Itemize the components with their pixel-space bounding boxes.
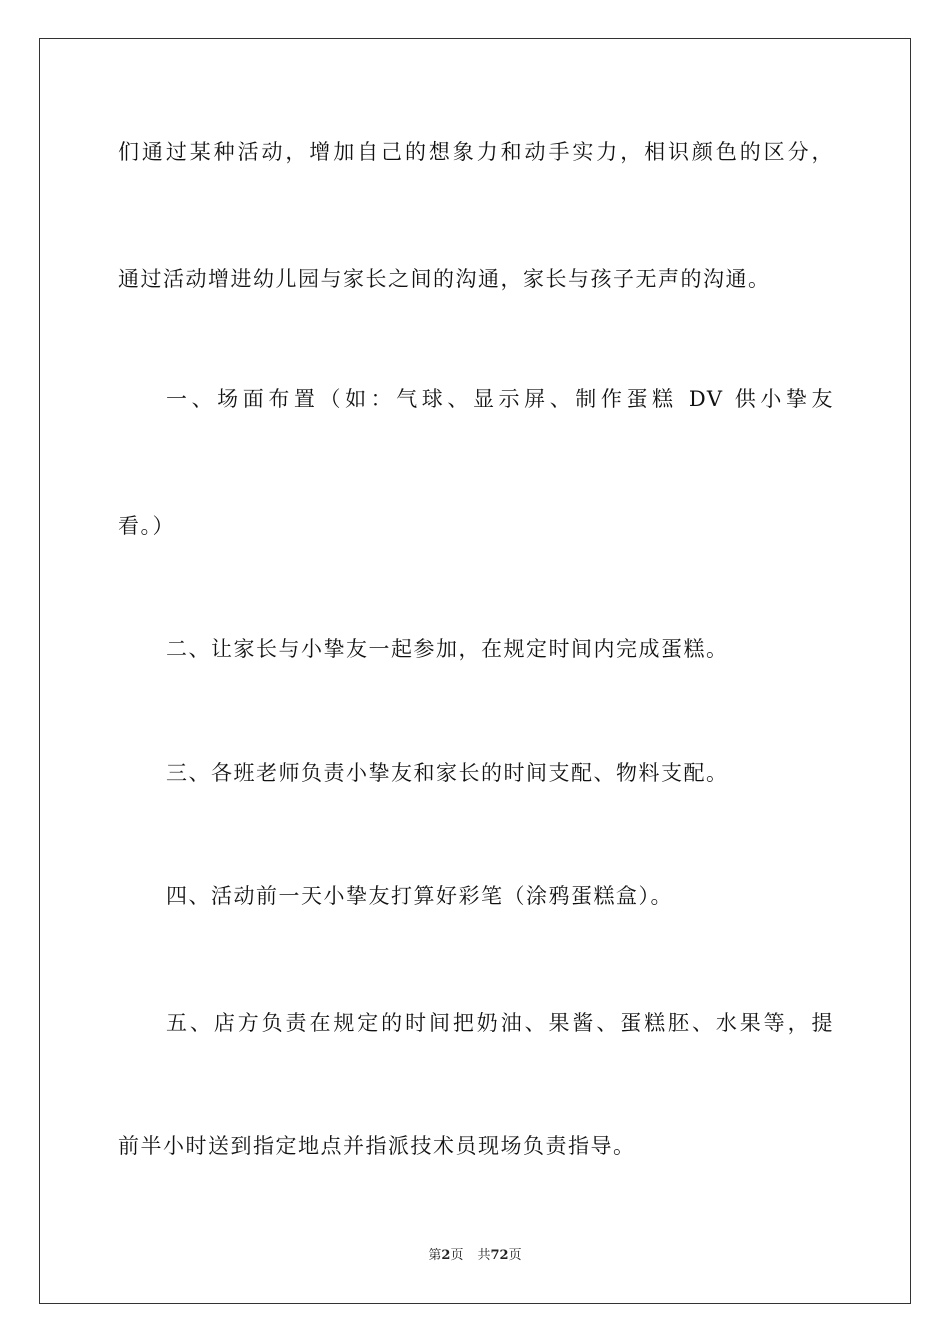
page-footer — [0, 1244, 950, 1263]
paragraph-line: 们通过某种活动，增加自己的想象力和动手实力，相识颜色的区分， — [118, 140, 834, 164]
paragraph-line: 看。） — [118, 514, 175, 538]
paragraph-line: 前半小时送到指定地点并指派技术员现场负责指导。 — [118, 1134, 636, 1158]
paragraph-line: 通过活动增进幼儿园与家长之间的沟通，家长与孩子无声的沟通。 — [118, 267, 771, 291]
footer-total-pages: 72 — [490, 1248, 509, 1263]
footer-total-suffix: 页 — [508, 1248, 522, 1263]
footer-page-number: 2 — [441, 1248, 451, 1263]
paragraph-line: 一、场面布置（如：气球、显示屏、制作蛋糕 DV 供小挚友 — [166, 387, 834, 411]
footer-page-prefix: 第 — [428, 1248, 442, 1263]
footer-total-prefix: 共 — [477, 1248, 491, 1263]
page-border — [39, 38, 911, 1304]
paragraph-line: 五、店方负责在规定的时间把奶油、果酱、蛋糕胚、水果等，提 — [166, 1011, 834, 1035]
paragraph-line: 四、活动前一天小挚友打算好彩笔（涂鸦蛋糕盒）。 — [166, 884, 673, 908]
paragraph-line: 二、让家长与小挚友一起参加，在规定时间内完成蛋糕。 — [166, 637, 729, 661]
paragraph-line: 三、各班老师负责小挚友和家长的时间支配、物料支配。 — [166, 761, 729, 785]
footer-page-suffix: 页 — [450, 1248, 464, 1263]
